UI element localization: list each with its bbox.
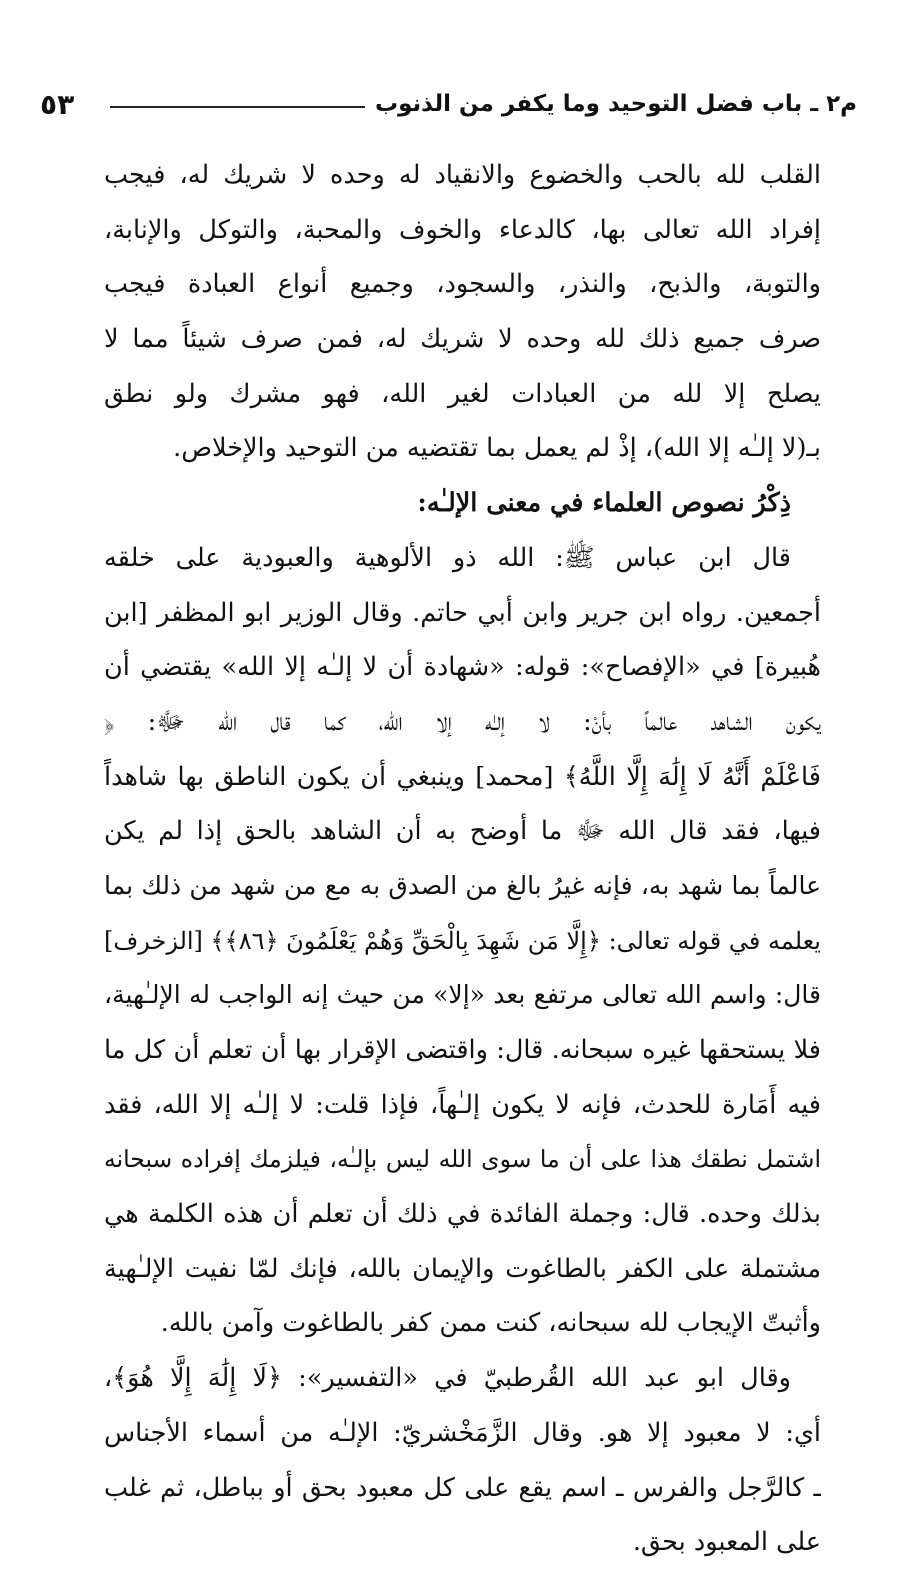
body-line: يعلمه في قوله تعالى: ﴿إِلَّا مَن شَهِدَ بِالْحَقِّ وَهُمْ يَعْلَمُونَ ﴿٨٦﴾﴾ [الزخرف]	[104, 926, 821, 955]
body-line: ـ كالرَّجل والفرس ـ اسم يقع على كل معبود بحق أو بباطل، ثم غلب	[104, 1472, 821, 1503]
body-line: فَاعْلَمْ أَنَّهُ لَا إِلَٰهَ إِلَّا اللَّهُ﴾ [محمد] وينبغي أن يكون الناطق بها شاهداً	[104, 761, 821, 792]
section-heading: ذِكْرُ نصوص العلماء في معنى الإلـٰه:	[417, 488, 791, 519]
body-line: قال ابن عباس ﷺ: الله ذو الألوهية والعبودية على خلقه	[104, 542, 791, 573]
body-line: يكون الشاهد عالماً بأنْ: لا إلـٰه إلا الله، كما قال الله ﷻ: ﴿	[104, 706, 821, 737]
page-header	[40, 84, 857, 124]
body-line: وقال ابو عبد الله القُرطبيّ في «التفسير»: ﴿لَا إِلَٰهَ إِلَّا هُوَ﴾،	[104, 1363, 791, 1394]
body-line: صرف جميع ذلك لله وحده لا شريك له، فمن صرف شيئاً مما لا	[104, 324, 821, 355]
body-line: القلب لله بالحب والخضوع والانقياد له وحده لا شريك له، فيجب	[104, 160, 821, 190]
header-rule	[110, 106, 365, 108]
body-line: يصلح إلا لله من العبادات لغير الله، فهو مشرك ولو نطق	[104, 378, 821, 409]
page-number: ٥٣	[40, 87, 75, 121]
body-line: مشتملة على الكفر بالطاغوت والإيمان بالله، فإنك لمّا نفيت الإلـٰهية	[104, 1253, 821, 1284]
body-line: والتوبة، والذبح، والنذر، والسجود، وجميع أنواع العبادة فيجب	[104, 269, 821, 300]
body-line: على المعبود بحق.	[632, 1527, 821, 1558]
body-line: اشتمل نطقك هذا على أن ما سوى الله ليس بإلـٰه، فيلزمك إفراده سبحانه	[104, 1145, 821, 1174]
page-body	[104, 148, 821, 1570]
body-line: فيه أَمَارة للحدث، فإنه لا يكون إلـٰهاً، فإذا قلت: لا إلـٰه إلا الله، فقد	[104, 1089, 821, 1120]
body-line: إفراد الله تعالى بها، كالدعاء والخوف والمحبة، والتوكل والإنابة،	[104, 214, 821, 245]
running-title: م٢ ـ باب فضل التوحيد وما يكفر من الذنوب	[374, 91, 857, 117]
body-line: فيها، فقد قال الله ﷻ ما أوضح به أن الشاهد بالحق إذا لم يكن	[104, 816, 821, 847]
body-line: بـ(لا إلـٰه إلا الله)، إذْ لم يعمل بما تقتضيه من التوحيد والإخلاص.	[173, 433, 821, 464]
body-line: بذلك وحده. قال: وجملة الفائدة في ذلك أن تعلم أن هذه الكلمة هي	[104, 1199, 821, 1230]
body-line: عالماً بما شهد به، فإنه غيرُ بالغ من الصدق به مع من شهد من ذلك بما	[104, 870, 821, 900]
body-line: أي: لا معبود إلا هو. وقال الزَّمَخْشريّ: الإلـٰه من أسماء الأجناس	[104, 1417, 821, 1448]
body-line: قال: واسم الله تعالى مرتفع بعد «إلا» من حيث إنه الواجب له الإلـٰهية،	[104, 980, 821, 1010]
body-line: أجمعين. رواه ابن جرير وابن أبي حاتم. وقال الوزير ابو المظفر [ابن	[104, 597, 821, 628]
body-line: هُبيرة] في «الإفصاح»: قوله: «شهادة أن لا إلـٰه إلا الله» يقتضي أن	[104, 652, 821, 683]
body-line: فلا يستحقها غيره سبحانه. قال: واقتضى الإقرار بها أن تعلم أن كل ما	[104, 1035, 821, 1065]
body-line: وأثبتّ الإيجاب لله سبحانه، كنت ممن كفر بالطاغوت وآمن بالله.	[160, 1308, 821, 1339]
